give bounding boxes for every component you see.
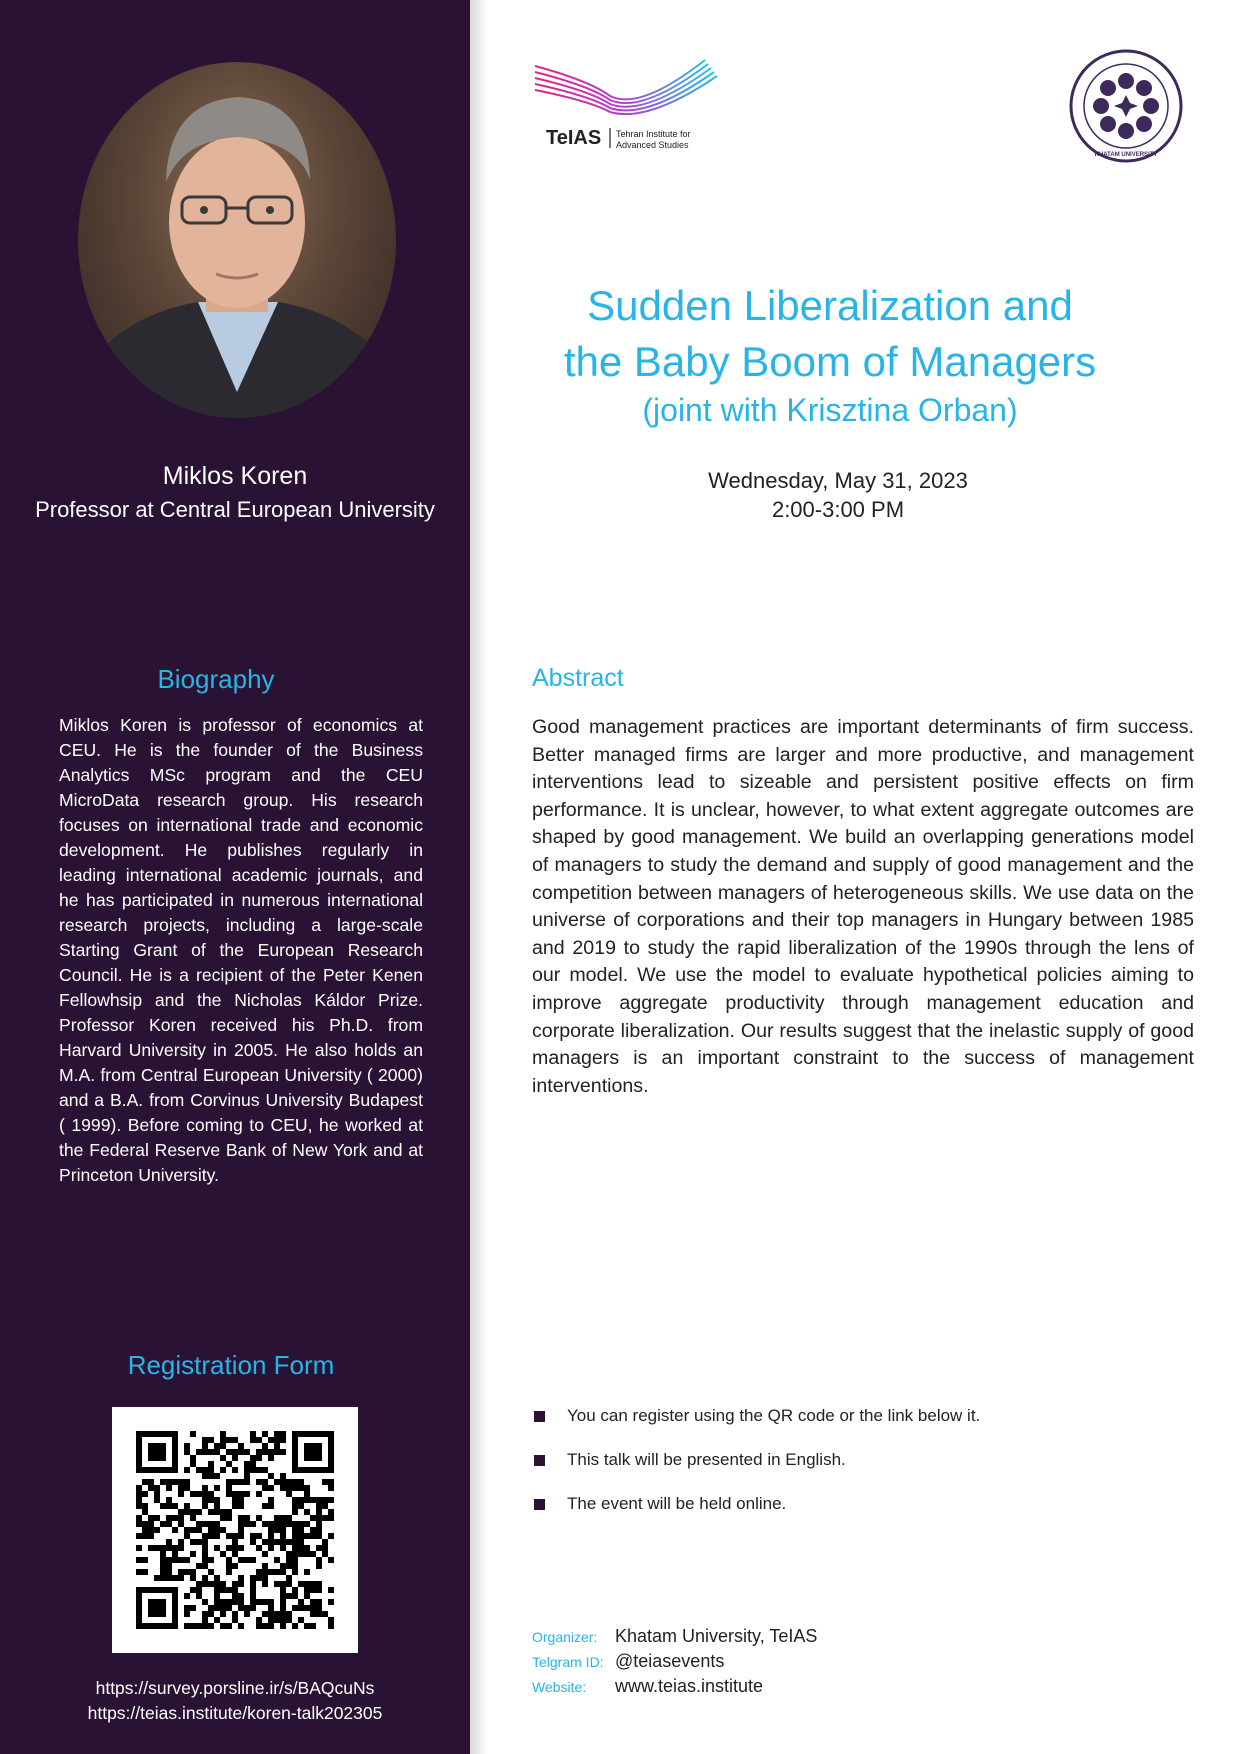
biography-text: Miklos Koren is professor of economics at CEU. He is the founder of the Business Analytics MSc program and the CEU MicroData research group. His research focuses on international trade and economic development. He publishes regularly in leading international academic journals, and he has participated in numerous international research projects, including a large-scale Starting Grant of the European Research Council. He is a recipient of the Peter Kenen Fellowhsip and the Nicholas Káldor Prize. Professor Koren received his Ph.D. from Harvard University in 2005. He also holds an M.A. from Central European University ( 2000) and a B.A. from Corvinus University Budapest ( 1999). Before coming to CEU, he worked at the Federal Reserve Bank of New York and at Princeton University. bbox=[59, 715, 423, 1185]
registration-heading: Registration Form bbox=[127, 1350, 335, 1380]
talk-subtitle: (joint with Krisztina Orban) bbox=[642, 392, 1018, 428]
teias-subtitle-2: Advanced Studies bbox=[616, 140, 689, 150]
organizer-value: Khatam University, TeIAS bbox=[615, 1626, 818, 1646]
telegram-label: Telgram ID: bbox=[532, 1654, 604, 1670]
website-row bbox=[532, 1674, 817, 1699]
left-panel bbox=[0, 0, 470, 1754]
teias-subtitle-1: Tehran Institute for bbox=[616, 129, 691, 139]
registration-link-survey[interactable]: https://survey.porsline.ir/s/BAQcuNs bbox=[95, 1678, 375, 1698]
speaker-photo bbox=[78, 62, 396, 418]
organizer-row bbox=[532, 1624, 817, 1649]
speaker-name: Miklos Koren bbox=[162, 462, 308, 490]
teias-logo bbox=[530, 56, 720, 161]
website-value[interactable]: www.teias.institute bbox=[615, 1676, 764, 1696]
notes-list bbox=[534, 1404, 980, 1536]
khatam-university-logo bbox=[1068, 48, 1184, 169]
telegram-value[interactable]: @teiasevents bbox=[615, 1651, 725, 1671]
registration-links bbox=[0, 1676, 470, 1726]
note-item: This talk will be presented in English. bbox=[534, 1448, 980, 1492]
khatam-caption: KHATAM UNIVERSITY bbox=[1094, 152, 1158, 158]
telegram-row bbox=[532, 1649, 817, 1674]
event-time: 2:00-3:00 PM bbox=[771, 497, 905, 522]
note-item: The event will be held online. bbox=[534, 1492, 980, 1536]
biography-heading: Biography bbox=[157, 664, 275, 694]
website-label: Website: bbox=[532, 1679, 587, 1695]
event-datetime bbox=[650, 466, 1026, 524]
square-bullet-icon bbox=[534, 1499, 545, 1510]
speaker-title: Professor at Central European University bbox=[35, 497, 435, 522]
panel-divider bbox=[470, 0, 488, 1754]
talk-title-line1: Sudden Liberalization and bbox=[587, 282, 1073, 329]
event-date: Wednesday, May 31, 2023 bbox=[708, 468, 968, 493]
talk-title bbox=[520, 278, 1140, 430]
organizer-label: Organizer: bbox=[532, 1629, 598, 1645]
qr-code[interactable] bbox=[112, 1407, 358, 1653]
teias-wordmark: TeIAS bbox=[546, 127, 602, 149]
square-bullet-icon bbox=[534, 1455, 545, 1466]
talk-title-line2: the Baby Boom of Managers bbox=[563, 338, 1097, 385]
abstract-heading: Abstract bbox=[532, 664, 624, 692]
registration-link-teias[interactable]: https://teias.institute/koren-talk202305 bbox=[87, 1703, 383, 1723]
event-footer bbox=[532, 1624, 817, 1699]
note-item: You can register using the QR code or the link below it. bbox=[534, 1404, 980, 1448]
abstract-text: Good management practices are important determinants of firm success. Better managed firms are larger and more productive, and management interventions lead to sizeable and persistent positive effects on firm performance. It is unclear, however, to what extent aggregate outcomes are shaped by good management. We build an overlapping generations model of managers to study the demand and supply of good management and the competition between managers of heterogeneous skills. We use data on the universe of corporations and their top managers in Hungary between 1985 and 2019 to study the rapid liberalization of the 1990s through the lens of our model. We use the model to evaluate hypothetical policies aiming to improve aggregate productivity through management education and corporate liberalization. Our results suggest that the inelastic supply of good managers is an important constraint to the success of management interventions. bbox=[532, 716, 1194, 1097]
square-bullet-icon bbox=[534, 1411, 545, 1422]
